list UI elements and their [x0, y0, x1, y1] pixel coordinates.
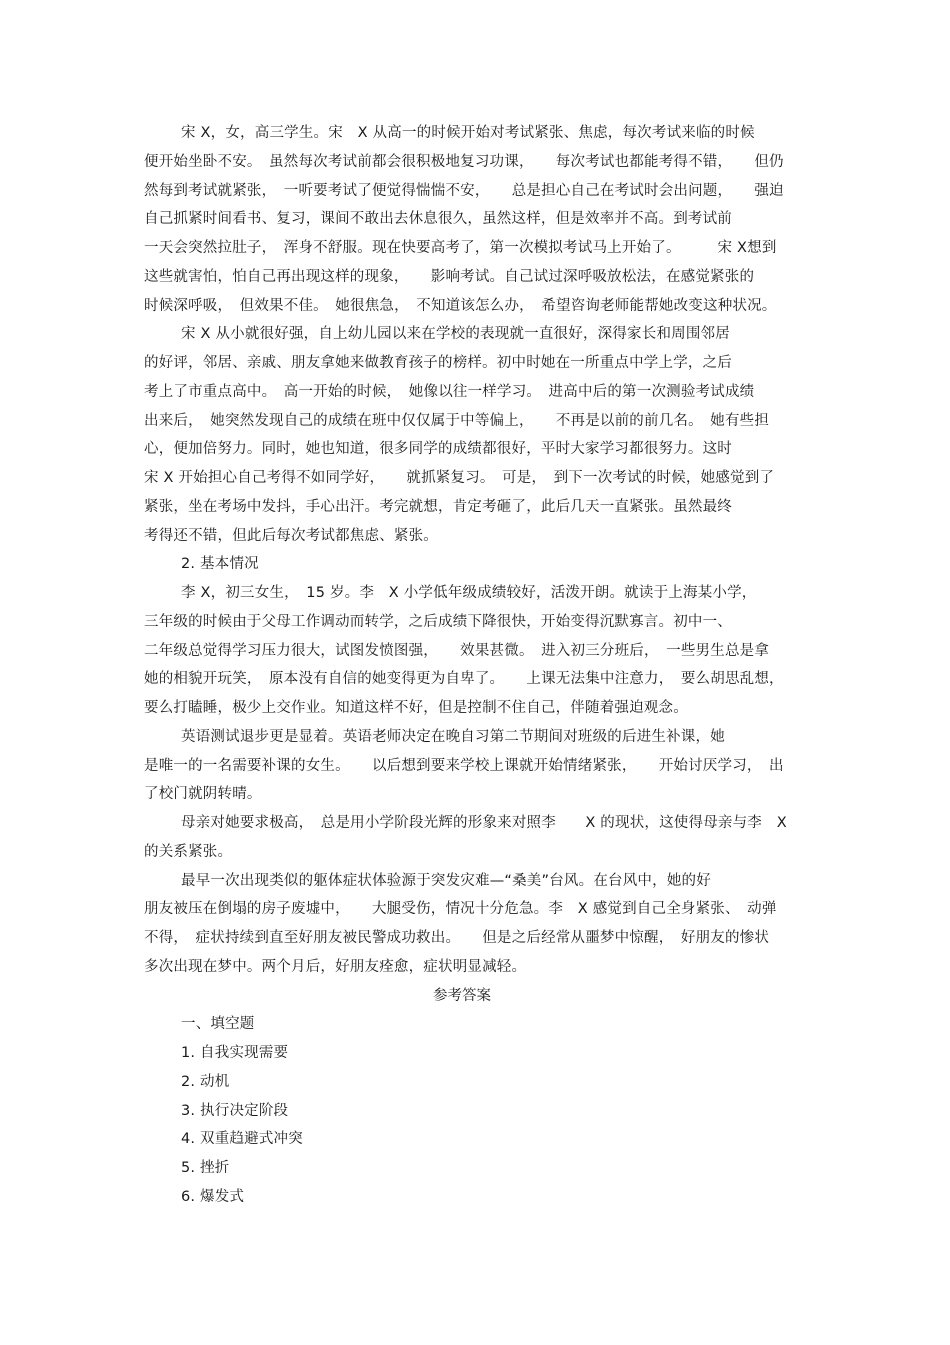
text-line: 李 X，初三女生， 15 岁。李 X 小学低年级成绩较好，活泼开朗。就读于上海某小学， — [181, 585, 757, 601]
text-line: 朋友被压在倒塌的房子废墟中， 大腿受伤，情况十分危急。李 X 感觉到自己全身紧张、 动弹 — [144, 901, 777, 917]
answer-item: 4. 双重趋避式冲突 — [181, 1131, 303, 1147]
text-line: 宋 X 开始担心自己考得不如同学好， 就抓紧复习。 可是， 到下一次考试的时候，她感觉到了 — [144, 470, 775, 486]
text-line: 时候深呼吸， 但效果不佳。 她很焦急， 不知道该怎么办， 希望咨询老师能帮她改变这种状况。 — [144, 298, 777, 314]
text-line: 宋 X，女，高三学生。宋 X 从高一的时候开始对考试紧张、焦虑，每次考试来临的时候 — [181, 125, 755, 141]
text-line: 心，便加倍努力。同时，她也知道，很多同学的成绩都很好，平时大家学习都很努力。这时 — [144, 441, 732, 457]
text-line: 多次出现在梦中。两个月后，好朋友痊愈，症状明显减轻。 — [144, 959, 527, 975]
text-line: 是唯一的一名需要补课的女生。 以后想到要来学校上课就开始情绪紧张， 开始讨厌学习， 出 — [144, 758, 784, 774]
answer-item: 3. 执行决定阶段 — [181, 1103, 289, 1119]
answer-item: 5. 挫折 — [181, 1160, 230, 1176]
section-heading: 2. 基本情况 — [181, 556, 259, 572]
text-line: 这些就害怕，怕自己再出现这样的现象， 影响考试。自己试过深呼吸放松法，在感觉紧张的 — [144, 269, 755, 285]
text-line: 不得， 症状持续到直至好朋友被民警成功救出。 但是之后经常从噩梦中惊醒， 好朋友的惨状 — [144, 930, 770, 946]
text-line: 的关系紧张。 — [144, 844, 233, 860]
text-line: 最早一次出现类似的躯体症状体验源于突发灾难—“桑美”台风。在台风中，她的好 — [181, 873, 711, 889]
text-line: 自己抓紧时间看书、复习，课间不敢出去休息很久，虽然这样，但是效率并不高。到考试前 — [144, 211, 732, 227]
answer-item: 2. 动机 — [181, 1074, 230, 1090]
text-line: 她的相貌开玩笑， 原本没有自信的她变得更为自卑了。 上课无法集中注意力， 要么胡思乱想， — [144, 671, 784, 687]
text-line: 要么打瞌睡，极少上交作业。知道这样不好，但是控制不住自己，伴随着强迫观念。 — [144, 700, 688, 716]
text-line: 母亲对她要求极高， 总是用小学阶段光辉的形象来对照李 X 的现状，这使得母亲与李 X — [181, 815, 787, 831]
text-line: 的好评，邻居、亲戚、朋友拿她来做教育孩子的榜样。初中时她在一所重点中学上学，之后 — [144, 355, 732, 371]
text-line: 便开始坐卧不安。 虽然每次考试前都会很积极地复习功课， 每次考试也都能考得不错， 但仍 — [144, 154, 784, 170]
answer-item: 6. 爆发式 — [181, 1189, 245, 1205]
text-line: 二年级总觉得学习压力很大，试图发愤图强， 效果甚微。 进入初三分班后， 一些男生总是拿 — [144, 643, 770, 659]
answer-item: 1. 自我实现需要 — [181, 1045, 289, 1061]
answers-title: 参考答案 — [433, 988, 491, 1004]
text-line: 英语测试退步更是显着。英语老师决定在晚自习第二节期间对班级的后进生补课，她 — [181, 729, 725, 745]
text-line: 考上了市重点高中。 高一开始的时候， 她像以往一样学习。 进高中后的第一次测验考试成绩 — [144, 384, 755, 400]
text-line: 三年级的时候由于父母工作调动而转学，之后成绩下降很快，开始变得沉默寡言。初中一、 — [144, 614, 732, 630]
text-line: 出来后， 她突然发现自己的成绩在班中仅仅属于中等偏上， 不再是以前的前几名。 她有些担 — [144, 413, 770, 429]
text-line: 然每到考试就紧张， 一听要考试了便觉得惴惴不安， 总是担心自己在考试时会出问题， 强迫 — [144, 183, 784, 199]
text-line: 一天会突然拉肚子， 浑身不舒服。现在快要高考了，第一次模拟考试马上开始了。 宋 X想到 — [144, 240, 777, 256]
fill-blank-heading: 一、填空题 — [181, 1016, 255, 1032]
text-line: 了校门就阴转晴。 — [144, 786, 262, 802]
text-line: 宋 X 从小就很好强，自上幼儿园以来在学校的表现就一直很好，深得家长和周围邻居 — [181, 326, 730, 342]
text-line: 考得还不错，但此后每次考试都焦虑、紧张。 — [144, 528, 438, 544]
text-line: 紧张，坐在考场中发抖，手心出汗。考完就想，肯定考砸了，此后几天一直紧张。虽然最终 — [144, 499, 732, 515]
